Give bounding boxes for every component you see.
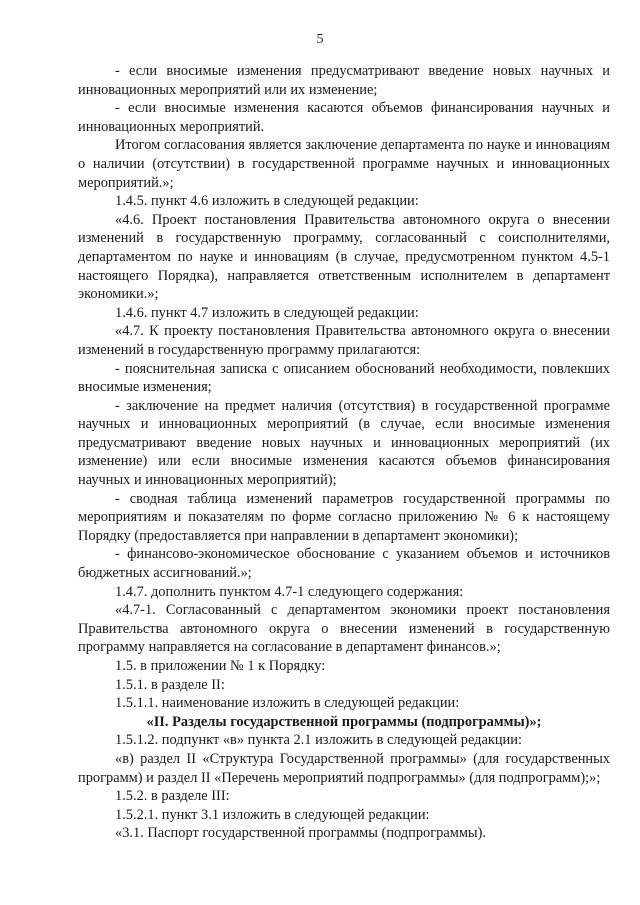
document-body <box>78 62 610 843</box>
paragraph: Итогом согласования является заключение департамента по науке и инновациям о наличии (отсутствии) в государственной программе научных и инновационных мероприятий.»; <box>78 137 610 191</box>
paragraph: 1.5.1.1. наименование изложить в следующей редакции: <box>115 695 460 712</box>
paragraph: - если вносимые изменения касаются объемов финансирования научных и инновационных мероприятий. <box>78 100 610 135</box>
paragraph: «в) раздел II «Структура Государственной программы» (для государственных программ) и раздел II «Перечень мероприятий подпрограммы» (для подпрограмм);»; <box>78 750 610 786</box>
paragraph: 1.5.2. в разделе III: <box>115 788 230 805</box>
page-number: 5 <box>316 32 324 47</box>
paragraph: 1.4.6. пункт 4.7 изложить в следующей редакции: <box>115 304 419 321</box>
paragraph: 1.5.1. в разделе II: <box>115 676 225 693</box>
paragraph: 1.5.2.1. пункт 3.1 изложить в следующей редакции: <box>115 806 430 823</box>
section-heading: «II. Разделы государственной программы (подпрограммы)»; <box>146 713 542 730</box>
paragraph: 1.5. в приложении № 1 к Порядку: <box>115 658 326 674</box>
paragraph: «4.7-1. Согласованный с департаментом экономики проект постановления Правительства автономного округа о внесении изменений в государственную программу направляется на согласование в департамент финансов.»; <box>78 602 610 656</box>
paragraph: «4.7. К проекту постановления Правительства автономного округа о внесении изменений в государственную программу прилагаются: <box>78 323 610 358</box>
paragraph: - заключение на предмет наличия (отсутствия) в государственной программе научных и инновационных мероприятий (в случае, если вносимые изменения предусматривают введение новых научных и инновационных мероприятий (их изменение) или если вносимые изменения касаются объемов финансирования научных и инновационных мероприятий); <box>78 397 610 489</box>
paragraph: «3.1. Паспорт государственной программы (подпрограммы). <box>115 825 486 842</box>
paragraph: - финансово-экономическое обоснование с указанием объемов и источников бюджетных ассигнований.»; <box>78 546 610 582</box>
paragraph: «4.6. Проект постановления Правительства автономного округа о внесении изменений в государственную программу, согласованный с соисполнителями, департаментом по науке и инновациям (в случае, предусмотренном пунктом 4.5-1 настоящего Порядка), направляется ответственным исполнителем в департамент экономики.»; <box>78 211 610 303</box>
paragraph: 1.4.7. дополнить пунктом 4.7-1 следующего содержания: <box>115 583 464 600</box>
paragraph: - если вносимые изменения предусматривают введение новых научных и инновационных мероприятий или их изменение; <box>78 63 610 98</box>
paragraph: 1.4.5. пункт 4.6 изложить в следующей редакции: <box>115 193 419 210</box>
paragraph: - сводная таблица изменений параметров государственной программы по мероприятиям и показателям по форме согласно приложению № 6 к настоящему Порядку (предоставляется при направлении в департамент экономики); <box>78 490 610 544</box>
paragraph: - пояснительная записка с описанием обоснований необходимости, повлекших вносимые изменения; <box>78 360 610 396</box>
paragraph: 1.5.1.2. подпункт «в» пункта 2.1 изложить в следующей редакции: <box>115 732 522 749</box>
